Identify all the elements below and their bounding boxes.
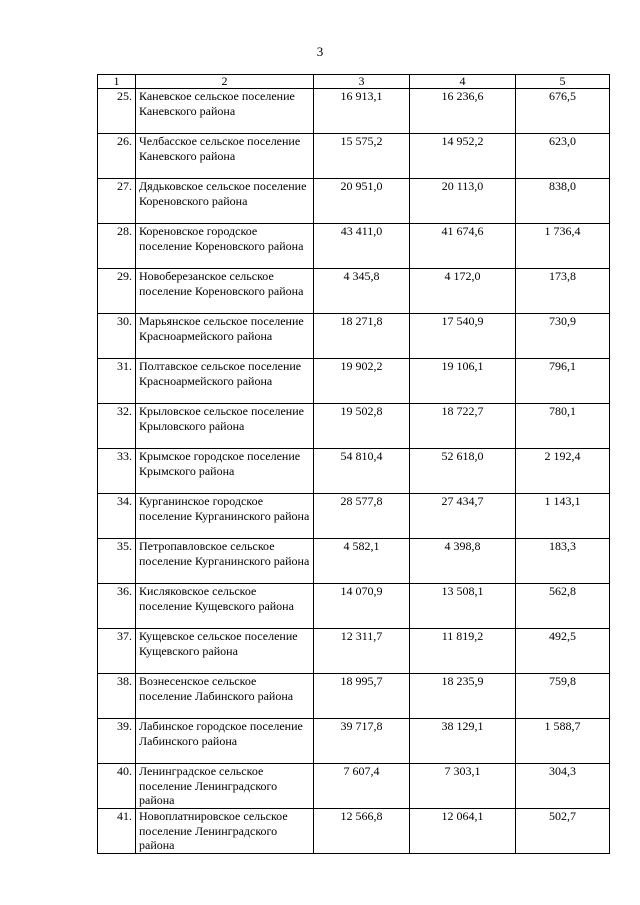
table-row (98, 404, 610, 449)
value-col-5: 2 192,4 (516, 449, 610, 494)
value-col-5: 1 143,1 (516, 494, 610, 539)
value-col-5: 492,5 (516, 629, 610, 674)
value-col-3: 18 995,7 (314, 674, 410, 719)
table-row (98, 134, 610, 179)
table-row (98, 359, 610, 404)
value-col-4: 12 064,1 (410, 809, 516, 854)
row-number: 28. (98, 224, 136, 269)
row-number: 30. (98, 314, 136, 359)
row-number: 27. (98, 179, 136, 224)
value-col-3: 54 810,4 (314, 449, 410, 494)
settlement-name: Челбасское сельское поселение Каневского района (136, 134, 314, 179)
row-number: 32. (98, 404, 136, 449)
table-row (98, 719, 610, 764)
value-col-5: 173,8 (516, 269, 610, 314)
settlement-name: Крыловское сельское поселение Крыловского района (136, 404, 314, 449)
value-col-4: 52 618,0 (410, 449, 516, 494)
settlement-name: Крымское городское поселение Крымского района (136, 449, 314, 494)
column-header-2: 2 (136, 75, 314, 89)
value-col-3: 12 566,8 (314, 809, 410, 854)
page-number: 3 (316, 44, 324, 59)
value-col-3: 4 345,8 (314, 269, 410, 314)
value-col-5: 562,8 (516, 584, 610, 629)
table-row (98, 809, 610, 854)
settlement-name: Кореновское городское поселение Кореновского района (136, 224, 314, 269)
value-col-5: 304,3 (516, 764, 610, 809)
row-number: 35. (98, 539, 136, 584)
row-number: 39. (98, 719, 136, 764)
settlement-name: Ленинградское сельское поселение Ленинградского района (136, 764, 314, 809)
value-col-5: 838,0 (516, 179, 610, 224)
settlement-name: Курганинское городское поселение Курганинского района (136, 494, 314, 539)
table-row (98, 269, 610, 314)
value-col-3: 15 575,2 (314, 134, 410, 179)
value-col-5: 183,3 (516, 539, 610, 584)
value-col-4: 38 129,1 (410, 719, 516, 764)
value-col-4: 20 113,0 (410, 179, 516, 224)
settlement-name: Марьянское сельское поселение Красноармейского района (136, 314, 314, 359)
value-col-5: 1 588,7 (516, 719, 610, 764)
row-number: 40. (98, 764, 136, 809)
value-col-3: 4 582,1 (314, 539, 410, 584)
column-header-5: 5 (516, 75, 610, 89)
table-row (98, 449, 610, 494)
value-col-3: 43 411,0 (314, 224, 410, 269)
table-row (98, 314, 610, 359)
row-number: 26. (98, 134, 136, 179)
table-row (98, 179, 610, 224)
value-col-3: 14 070,9 (314, 584, 410, 629)
value-col-3: 20 951,0 (314, 179, 410, 224)
value-col-3: 19 502,8 (314, 404, 410, 449)
settlement-name: Кисляковское сельское поселение Кущевского района (136, 584, 314, 629)
settlement-name: Новоберезанское сельское поселение Кореновского района (136, 269, 314, 314)
value-col-4: 4 172,0 (410, 269, 516, 314)
settlement-name: Петропавловское сельское поселение Курганинского района (136, 539, 314, 584)
header-row (98, 75, 610, 89)
value-col-4: 4 398,8 (410, 539, 516, 584)
table-row (98, 629, 610, 674)
value-col-4: 41 674,6 (410, 224, 516, 269)
value-col-4: 17 540,9 (410, 314, 516, 359)
value-col-5: 759,8 (516, 674, 610, 719)
value-col-4: 18 722,7 (410, 404, 516, 449)
value-col-5: 676,5 (516, 89, 610, 134)
row-number: 34. (98, 494, 136, 539)
table-row (98, 539, 610, 584)
settlement-name: Новоплатнировское сельское поселение Ленинградского района (136, 809, 314, 854)
table-row (98, 584, 610, 629)
row-number: 33. (98, 449, 136, 494)
value-col-4: 27 434,7 (410, 494, 516, 539)
value-col-3: 19 902,2 (314, 359, 410, 404)
value-col-3: 28 577,8 (314, 494, 410, 539)
value-col-5: 730,9 (516, 314, 610, 359)
value-col-4: 13 508,1 (410, 584, 516, 629)
value-col-3: 18 271,8 (314, 314, 410, 359)
settlement-name: Кущевское сельское поселение Кущевского района (136, 629, 314, 674)
column-header-3: 3 (314, 75, 410, 89)
row-number: 29. (98, 269, 136, 314)
value-col-5: 1 736,4 (516, 224, 610, 269)
value-col-4: 7 303,1 (410, 764, 516, 809)
settlement-name: Дядьковское сельское поселение Кореновского района (136, 179, 314, 224)
table-row (98, 494, 610, 539)
row-number: 36. (98, 584, 136, 629)
value-col-4: 18 235,9 (410, 674, 516, 719)
value-col-5: 796,1 (516, 359, 610, 404)
table-row (98, 89, 610, 134)
value-col-4: 16 236,6 (410, 89, 516, 134)
row-number: 37. (98, 629, 136, 674)
table-row (98, 764, 610, 809)
value-col-3: 7 607,4 (314, 764, 410, 809)
column-header-1: 1 (98, 75, 136, 89)
row-number: 31. (98, 359, 136, 404)
column-header-4: 4 (410, 75, 516, 89)
table-row (98, 674, 610, 719)
row-number: 25. (98, 89, 136, 134)
settlement-name: Каневское сельское поселение Каневского района (136, 89, 314, 134)
value-col-3: 39 717,8 (314, 719, 410, 764)
value-col-4: 11 819,2 (410, 629, 516, 674)
settlement-name: Лабинское городское поселение Лабинского района (136, 719, 314, 764)
value-col-3: 16 913,1 (314, 89, 410, 134)
value-col-3: 12 311,7 (314, 629, 410, 674)
settlement-name: Полтавское сельское поселение Красноармейского района (136, 359, 314, 404)
value-col-4: 14 952,2 (410, 134, 516, 179)
table-row (98, 224, 610, 269)
row-number: 41. (98, 809, 136, 854)
value-col-5: 623,0 (516, 134, 610, 179)
distribution-table (97, 74, 610, 854)
value-col-5: 780,1 (516, 404, 610, 449)
value-col-5: 502,7 (516, 809, 610, 854)
value-col-4: 19 106,1 (410, 359, 516, 404)
settlement-name: Вознесенское сельское поселение Лабинского района (136, 674, 314, 719)
row-number: 38. (98, 674, 136, 719)
